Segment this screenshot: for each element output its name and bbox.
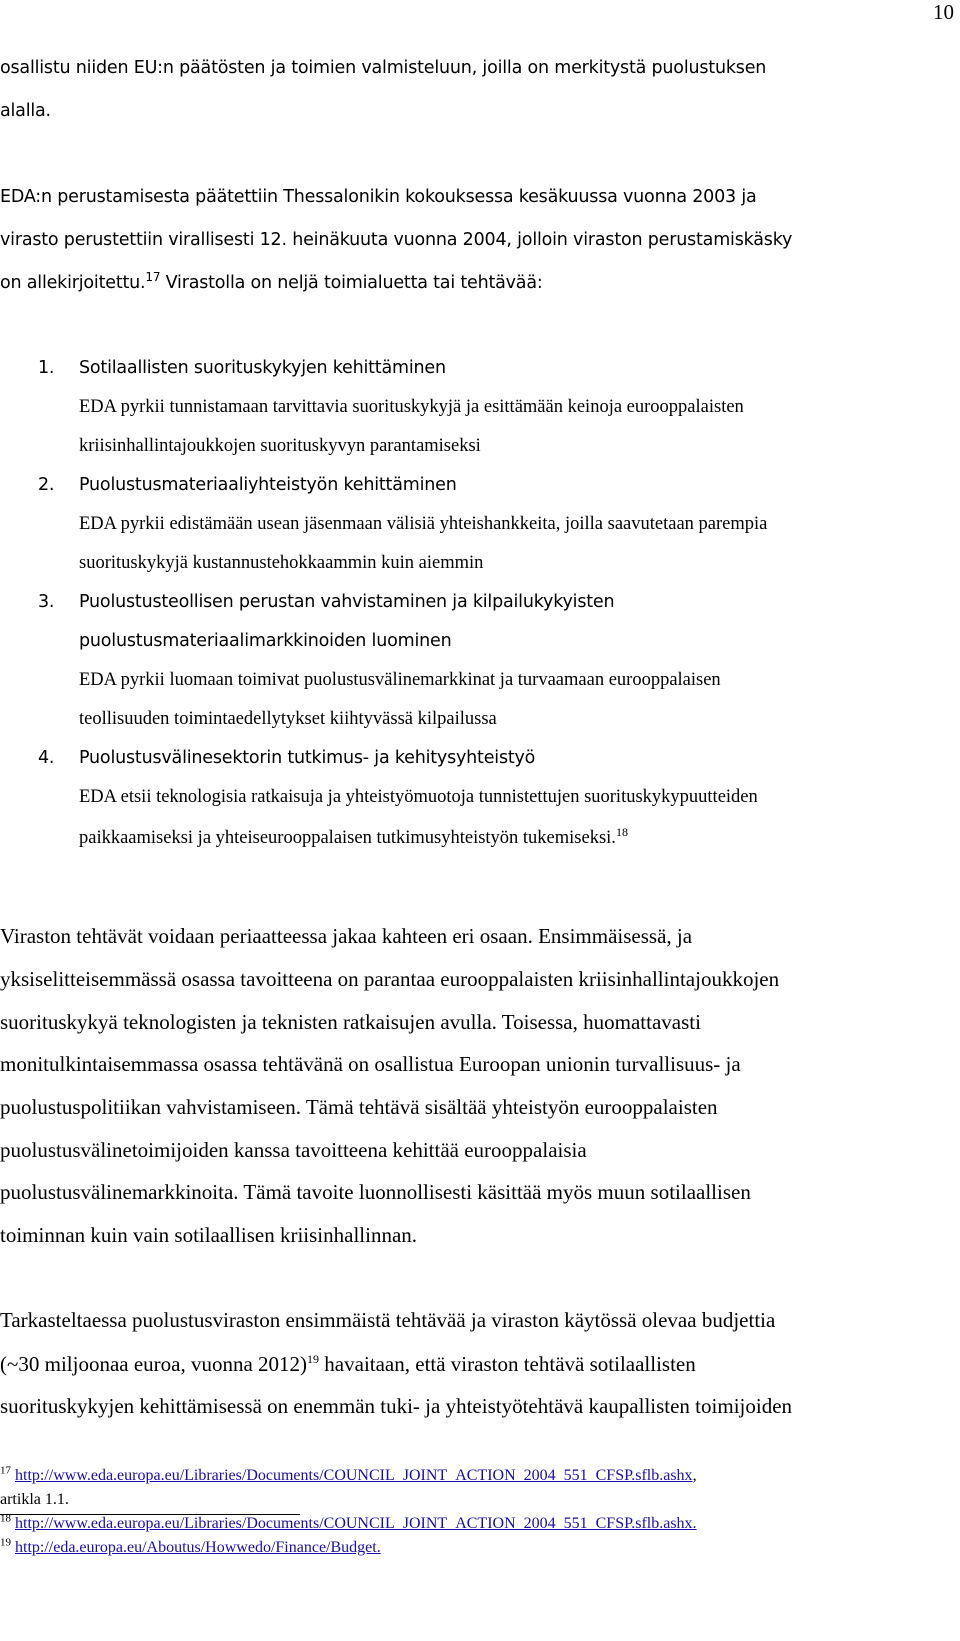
footnote-link[interactable]: http://www.eda.europa.eu/Libraries/Documents/COUNCIL_JOINT_ACTION_2004_551_CFSP.sflb.ashx.	[15, 1515, 697, 1532]
paragraph-line-start: (~30 miljoonaa euroa, vuonna 2012)	[0, 1352, 308, 1376]
list-item-number: 3.	[38, 592, 55, 612]
footnote-ref-19[interactable]: 19	[307, 1352, 320, 1366]
eda-line-1: EDA:n perustamisesta päätettiin Thessalonikin kokouksessa kesäkuussa vuonna 2003 ja	[0, 187, 757, 207]
footnote-link[interactable]: http://www.eda.europa.eu/Libraries/Documents/COUNCIL_JOINT_ACTION_2004_551_CFSP.sflb.ashx	[15, 1467, 693, 1484]
list-item-body-text: paikkaamiseksi ja yhteiseurooppalaisen tutkimusyhteistyön tukemiseksi.	[79, 828, 616, 848]
footnote-19	[0, 1536, 381, 1557]
paragraph-line: puolustusvälinetoimijoiden kanssa tavoitteena kehittää eurooppalaisia	[0, 1138, 587, 1162]
list-item-title-continuation: puolustusmateriaalimarkkinoiden luominen	[79, 631, 452, 651]
eda-line-3-start: on allekirjoitettu.	[0, 273, 146, 293]
eda-line-2: virasto perustettiin virallisesti 12. heinäkuuta vuonna 2004, jolloin viraston perustamiskäsky	[0, 230, 793, 250]
footnote-number: 17	[0, 1464, 11, 1477]
list-item-number: 4.	[38, 748, 55, 768]
paragraph-line: toiminnan kuin vain sotilaallisen kriisinhallinnan.	[0, 1223, 418, 1247]
paragraph-line: suorituskykyä teknologisten ja teknisten ratkaisujen avulla. Toisessa, huomattavasti	[0, 1010, 701, 1034]
footnote-ref-18[interactable]: 18	[615, 824, 628, 839]
page-number: 10	[933, 0, 954, 24]
paragraph-line: suorituskykyjen kehittämisessä on enemmän tuki- ja yhteistyötehtävä kaupallisten toimijoiden	[0, 1394, 793, 1418]
footnote-17	[0, 1464, 697, 1485]
eda-line-3	[0, 271, 543, 295]
list-item-title: Puolustusvälinesektorin tutkimus- ja kehitysyhteistyö	[79, 748, 536, 768]
intro-line-1: osallistu niiden EU:n päätösten ja toimien valmisteluun, joilla on merkitystä puolustuksen	[0, 58, 767, 78]
paragraph-line	[0, 1352, 696, 1376]
paragraph-line: puolustusvälinemarkkinoita. Tämä tavoite luonnollisesti käsittää myös muun sotilaallisen	[0, 1180, 751, 1204]
footnote-ref-17[interactable]: 17	[145, 270, 161, 285]
paragraph-line: yksiselitteisemmässä osassa tavoitteena on parantaa eurooppalaisten kriisinhallintajoukkojen	[0, 967, 780, 991]
footnote-tail: ,	[692, 1467, 697, 1484]
paragraph-line: Tarkasteltaessa puolustusviraston ensimmäistä tehtävää ja viraston käytössä olevaa budjettia	[0, 1308, 776, 1332]
intro-line-2: alalla.	[0, 101, 51, 121]
footnote-number: 18	[0, 1512, 11, 1525]
list-item-body: EDA etsii teknologisia ratkaisuja ja yhteistyömuotoja tunnistettujen suorituskykypuutteiden	[79, 787, 758, 807]
paragraph-line: monitulkintaisemmassa osassa tehtävänä on osallistua Euroopan unionin turvallisuus- ja	[0, 1052, 741, 1076]
footnote-link[interactable]: http://eda.europa.eu/Aboutus/Howwedo/Finance/Budget.	[15, 1539, 381, 1556]
list-item-number: 1.	[38, 358, 55, 378]
footnote-17-extra: artikla 1.1.	[0, 1491, 69, 1508]
footnote-18	[0, 1512, 697, 1533]
list-item-body	[79, 826, 628, 850]
list-item-title: Puolustusteollisen perustan vahvistaminen ja kilpailukykyisten	[79, 592, 615, 612]
list-item-body: suorituskykyjä kustannustehokkaammin kuin aiemmin	[79, 553, 484, 573]
footnote-number: 19	[0, 1536, 11, 1549]
list-item-number: 2.	[38, 475, 55, 495]
list-item-body: EDA pyrkii luomaan toimivat puolustusvälinemarkkinat ja turvaamaan eurooppalaisen	[79, 670, 721, 690]
paragraph-line: puolustuspolitiikan vahvistamiseen. Tämä tehtävä sisältää yhteistyön eurooppalaisten	[0, 1095, 718, 1119]
list-item-body: teollisuuden toimintaedellytykset kiihtyvässä kilpailussa	[79, 709, 497, 729]
list-item-body: EDA pyrkii edistämään usean jäsenmaan välisiä yhteishankkeita, joilla saavutetaan parempia	[79, 514, 768, 534]
list-item-title: Sotilaallisten suorituskykyjen kehittäminen	[79, 358, 446, 378]
paragraph-line: Viraston tehtävät voidaan periaatteessa jakaa kahteen eri osaan. Ensimmäisessä, ja	[0, 924, 693, 948]
list-item-body: kriisinhallintajoukkojen suorituskyvyn parantamiseksi	[79, 436, 481, 456]
paragraph-line-end: havaitaan, että viraston tehtävä sotilaallisten	[319, 1352, 696, 1376]
eda-line-3-end: Virastolla on neljä toimialuetta tai tehtävää:	[160, 273, 543, 293]
list-item-title: Puolustusmateriaaliyhteistyön kehittäminen	[79, 475, 457, 495]
list-item-body: EDA pyrkii tunnistamaan tarvittavia suorituskykyjä ja esittämään keinoja eurooppalaisten	[79, 397, 744, 417]
